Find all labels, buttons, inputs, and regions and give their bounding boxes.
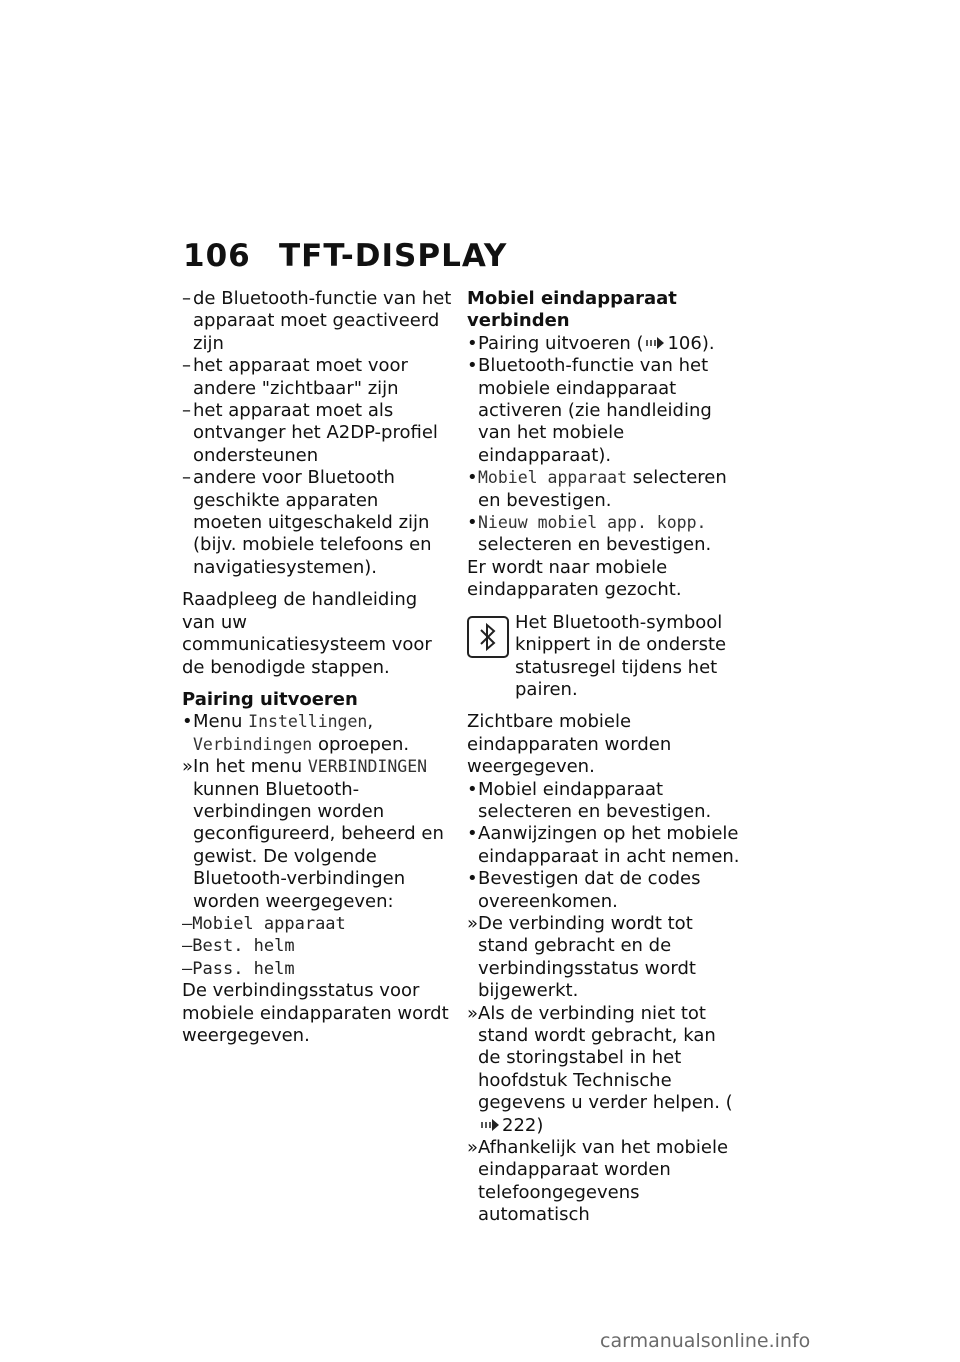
bullet-text: Pairing uitvoeren ( <box>478 332 644 354</box>
connection-list-item: –Best. helm <box>182 936 295 957</box>
paragraph-status: De verbindingsstatus voor mobiele eindapparaten wordt weergegeven. <box>182 980 449 1046</box>
bullet-bluetooth: • Bluetooth-functie van het mobiele eindapparaat activeren (zie handleiding van het mobiele eindapparaat). <box>467 355 712 466</box>
paragraph-search: Er wordt naar mobiele eindapparaten gezocht. <box>467 556 682 601</box>
list-item: • Mobiel eindapparaat selecteren en bevestigen. <box>467 778 712 822</box>
bullet-text: selecteren en bevestigen. <box>478 467 727 511</box>
result-item: » Als de verbinding niet tot stand wordt gebracht, kan de storingstabel in het hoofdstuk Technische gegevens u verder helpen. (222) <box>467 1002 733 1136</box>
result-item: » De verbinding wordt tot stand gebracht en de verbindingsstatus wordt bijgewerkt. <box>467 912 696 1002</box>
result-item: » In het menu VERBINDINGEN kunnen Bluetooth-verbindingen worden geconfigureerd, beheerd en gewist. De volgende Bluetooth-verbindingen worden weergegeven: <box>182 756 444 912</box>
page-number: 106 <box>183 238 251 274</box>
bullet-text: ). <box>701 332 715 354</box>
page-header <box>183 238 507 278</box>
result-text: Als de verbinding niet tot stand wordt gebracht, kan de storingstabel in het hoofdstuk Technische gegevens u verder helpen. ( <box>478 1002 733 1114</box>
heading-connect: Mobiel eindapparaat verbinden <box>467 288 677 332</box>
bluetooth-icon <box>467 616 509 658</box>
menu-path-settings: Instellingen <box>248 712 368 732</box>
list-item: • Bevestigen dat de codes overeenkomen. <box>467 868 701 912</box>
result-item: » Afhankelijk van het mobiele eindapparaat worden telefoongegevens automatisch <box>467 1137 729 1226</box>
watermark: carmanualsonline.info <box>600 1330 811 1352</box>
bluetooth-note <box>467 612 743 702</box>
bullet-text: Aanwijzingen op het mobiele eindapparaat in acht nemen. <box>478 823 740 867</box>
result-text: De verbinding wordt tot stand gebracht en de verbindingsstatus wordt bijgewerkt. <box>478 912 696 1002</box>
bullet-pairing: • Pairing uitvoeren ( 106). <box>467 332 715 354</box>
list-item: – het apparaat moet als ontvanger het A2DP-profiel ondersteunen <box>182 400 438 466</box>
connection-list-item: –Mobiel apparaat <box>182 913 346 934</box>
bullet-text: selecteren en bevestigen. <box>478 534 712 556</box>
page-ref-arrow-icon <box>480 1118 500 1132</box>
right-column <box>467 288 743 1227</box>
bullet-text: Bevestigen dat de codes overeenkomen. <box>478 868 701 912</box>
bullet-text: oproepen. <box>312 733 410 755</box>
list-item-text: het apparaat moet als ontvanger het A2DP-profiel ondersteunen <box>193 400 438 466</box>
bullet-mobile-device: • Mobiel apparaat selecteren en bevestigen. <box>467 467 727 511</box>
bullet-text: Mobiel eindapparaat selecteren en bevestigen. <box>478 778 712 822</box>
bullet-new-device: • Nieuw mobiel app. kopp. selecteren en bevestigen. <box>467 512 712 556</box>
page-ref-number[interactable]: 222 <box>502 1114 537 1136</box>
connection-name: Pass. helm <box>192 958 295 979</box>
menu-name: VERBINDINGEN <box>307 757 428 777</box>
paragraph-visible: Zichtbare mobiele eindapparaten worden weergegeven. <box>467 711 672 778</box>
list-item: • Aanwijzingen op het mobiele eindapparaat in acht nemen. <box>467 823 740 867</box>
menu-path-connections: Verbindingen <box>193 734 313 754</box>
bullet-menu: • Menu Instellingen, Verbindingen oproepen. <box>182 711 410 755</box>
connection-list-item: –Pass. helm <box>182 958 295 979</box>
list-item-text: andere voor Bluetooth geschikte apparaten moeten uitgeschakeld zijn (bijv. mobiele telefoons en navigatiesystemen). <box>193 467 432 578</box>
menu-option: Mobiel apparaat <box>478 468 628 488</box>
list-item-text: de Bluetooth-functie van het apparaat moet geactiveerd zijn <box>193 288 452 354</box>
separator: , <box>367 711 374 733</box>
connection-name: Mobiel apparaat <box>192 913 346 934</box>
list-item: – het apparaat moet voor andere "zichtbaar" zijn <box>182 355 408 399</box>
connection-name: Best. helm <box>192 936 295 957</box>
page-ref-number[interactable]: 106 <box>667 332 702 354</box>
list-item: – andere voor Bluetooth geschikte apparaten moeten uitgeschakeld zijn (bijv. mobiele telefoons en navigatiesystemen). <box>182 467 432 578</box>
bluetooth-note-text: Het Bluetooth-symbool knippert in de onderste statusregel tijdens het pairen. <box>515 611 727 700</box>
list-item: – de Bluetooth-functie van het apparaat moet geactiveerd zijn <box>182 288 452 354</box>
list-item-text: het apparaat moet voor andere "zichtbaar" zijn <box>193 355 408 399</box>
heading-pairing: Pairing uitvoeren <box>182 688 358 710</box>
left-column <box>182 288 452 1047</box>
bullet-text: Menu <box>193 711 249 733</box>
chapter-title: TFT-DISPLAY <box>279 238 508 274</box>
result-text: Afhankelijk van het mobiele eindapparaat worden telefoongegevens automatisch <box>478 1137 729 1226</box>
result-text: ) <box>536 1114 544 1136</box>
page-ref-arrow-icon <box>645 336 665 350</box>
result-text: kunnen Bluetooth-verbindingen worden geconfigureerd, beheerd en gewist. De volgende Bluetooth-verbindingen worden weergegeven: <box>193 778 444 912</box>
bullet-text: Bluetooth-functie van het mobiele eindapparaat activeren (zie handleiding van het mobiele eindapparaat). <box>478 355 712 466</box>
menu-option: Nieuw mobiel app. kopp. <box>478 513 707 533</box>
result-text: In het menu <box>193 756 308 778</box>
paragraph-consult: Raadpleeg de handleiding van uw communicatiesysteem voor de benodigde stappen. <box>182 589 432 678</box>
